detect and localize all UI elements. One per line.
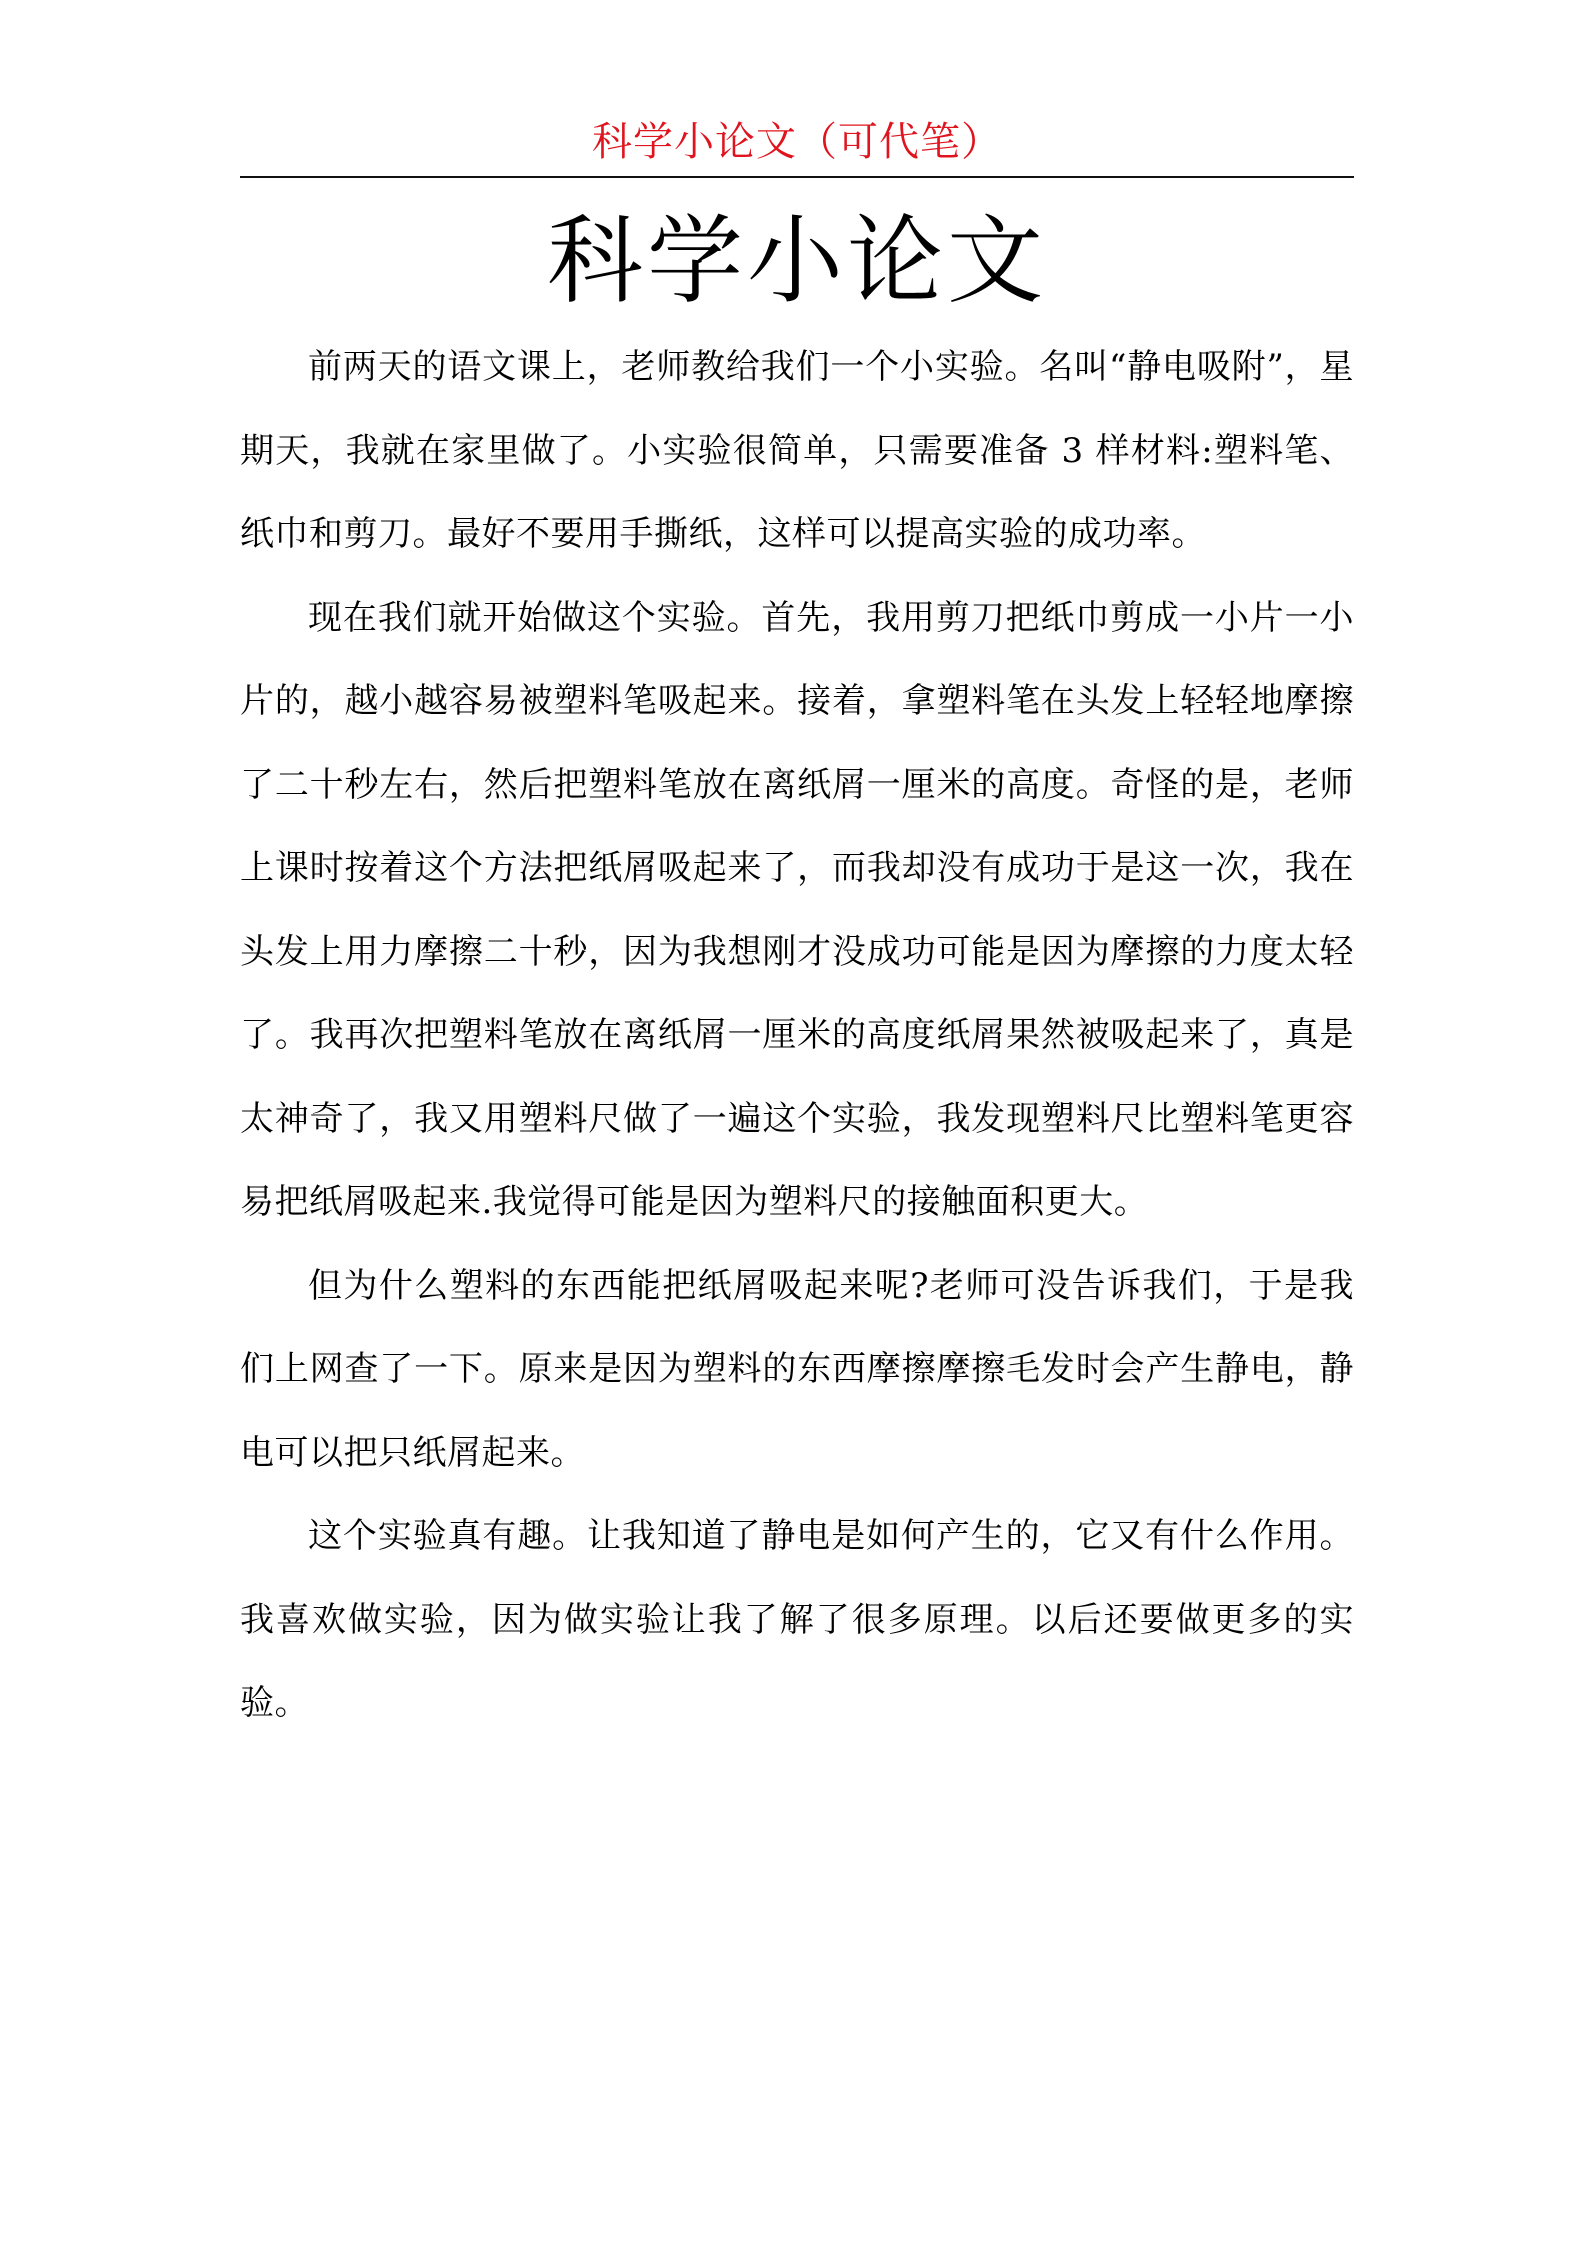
document-title: 科学小论文 xyxy=(547,205,1047,317)
header-divider xyxy=(240,176,1354,178)
page-header: 科学小论文（可代笔） xyxy=(592,119,1002,165)
paragraph-experiment: 现在我们就开始做这个实验。首先，我用剪刀把纸巾剪成一小片一小片的，越小越容易被塑料笔吸起来。接着，拿塑料笔在头发上轻轻地摩擦了二十秒左右，然后把塑料笔放在离纸屑一厘米的高度。奇怪的是，老师上课时按着这个方法把纸屑吸起来了，而我却没有成功于是这一次，我在头发上用力摩擦二十秒，因为我想刚才没成功可能是因为摩擦的力度太轻了。我再次把塑料笔放在离纸屑一厘米的高度纸屑果然被吸起来了，真是太神奇了，我又用塑料尺做了一遍这个实验，我发现塑料尺比塑料笔更容易把纸屑吸起来.我觉得可能是因为塑料尺的接触面积更大。 xyxy=(240,597,1354,1222)
paragraph-conclusion: 这个实验真有趣。让我知道了静电是如何产生的，它又有什么作用。我喜欢做实验，因为做实验让我了解了很多原理。以后还要做更多的实验。 xyxy=(240,1516,1354,1723)
document-body xyxy=(240,326,1354,1746)
paragraph-explanation: 但为什么塑料的东西能把纸屑吸起来呢?老师可没告诉我们，于是我们上网查了一下。原来是因为塑料的东西摩擦摩擦毛发时会产生静电，静电可以把只纸屑起来。 xyxy=(240,1265,1354,1473)
paragraph-intro: 前两天的语文课上，老师教给我们一个小实验。名叫“静电吸附”，星期天，我就在家里做了。小实验很简单，只需要准备 3 样材料:塑料笔、纸巾和剪刀。最好不要用手撕纸，这样可以提高实验的成功率。 xyxy=(240,347,1354,554)
